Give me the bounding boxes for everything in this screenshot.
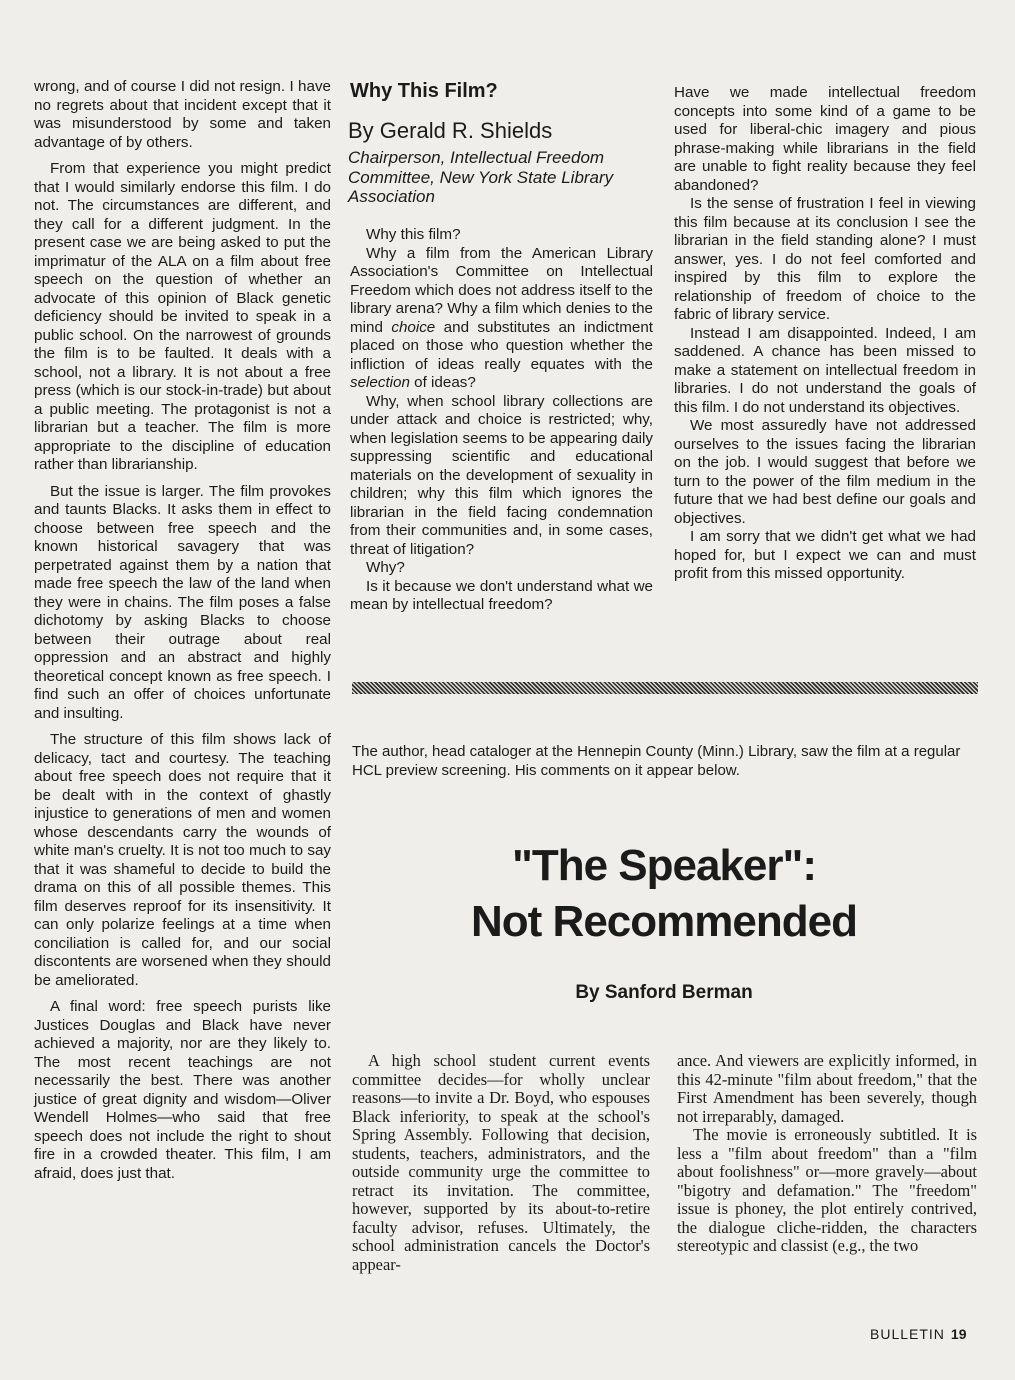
article1-byline: By Gerald R. Shields [348,118,553,143]
section-divider [352,682,978,694]
article1-paragraph: Why? [366,559,405,576]
article1-right-column [674,84,976,584]
left-column [34,78,331,1183]
article1-paragraph: Instead I am disappointed. Indeed, I am saddened. A chance has been missed to make a statement on intellectual freedom in libraries. I do not understand the goals of this film. I do not understand its objectives. [674,324,976,416]
left-paragraph: A final word: free speech purists like Justices Douglas and Black have never achieved a majority, nor are they likely to. The most recent teachings are not necessarily the best. There was another justice of great dignity and wisdom—Oliver Wendell Holmes—who said that free speech does not include the right to shout fire in a crowded theater. This film, I am afraid, does just that. [34,998,331,1182]
article1-paragraph: Why, when school library collections are under attack and choice is restricted; why, when legislation seems to be appearing daily suppressing scientific and educational materials on the development of sexuality in children; why this film which ignores the librarian in the field facing condemnation from their communities and, in some cases, threat of litigation? [350,392,653,558]
left-paragraph: From that experience you might predict that I would similarly endorse this film. I do not. The circumstances are different, and they call for a different judgment. In the present case we are being asked to put the imprimatur of the ALA on a film about free speech on the question of whether an advocate of this opinion of Black genetic deficiency should be invited to speak in a public school. On the narrowest of grounds the film is to be faulted. It deals with a school, not a library. It is not about a free press (which is our stock-in-trade) but about a public meeting. The protagonist is not a librarian but a teacher. The film is more appropriate to the discipline of education rather than librarianship. [34,160,331,473]
page-footer [870,1326,967,1342]
left-paragraph: But the issue is larger. The film provokes and taunts Blacks. It asks them in effect to choose between free speech and the known historical savagery that was perpetrated against them by a nation that made free speech the law of the land when they were in chains. The film poses a false dichotomy by asking Blacks to choose between their outrage about real oppression and an abstract and highly theoretical concept known as free speech. I find such an offer of choices unfortunate and insulting. [34,482,331,722]
article2-paragraph: The movie is erroneously subtitled. It is less a "film about freedom" than a "film about foolishness" or—more gravely—about "bigotry and defamation." The "freedom" issue is phoney, the plot entirely contrived, the dialogue cliche-ridden, the characters stereotypic and classist (e.g., the two [677,1125,977,1255]
emphasis-selection: selection [350,374,410,391]
article1-middle-column [350,226,653,615]
article1-paragraph: Why this film? [366,226,461,243]
page-number: 19 [950,1326,967,1342]
article1-paragraph: Have we made intellectual freedom concepts into some kind of a game to be used for liberal-chic imagery and pious phrase-making while librarians in the field are unable to fight reality because they feel abandoned? [674,84,976,194]
emphasis-choice: choice [391,318,436,336]
article1-affiliation: Chairperson, Intellectual Freedom Committee, New York State Library Association [348,148,614,206]
left-paragraph: wrong, and of course I did not resign. I have no regrets about that incident except that it was misunderstood by some and taken advantage of by others. [34,78,331,151]
publication-name: BULLETIN [870,1326,945,1342]
article2-left-column [352,1052,650,1274]
article2-right-column [677,1052,977,1256]
author-note: The author, head cataloger at the Hennepin County (Minn.) Library, saw the film at a regular HCL preview screening. His comments on it appear below. [352,743,961,779]
article2-paragraph: ance. And viewers are explicitly informed, in this 42-minute "film about freedom," that the First Amendment has been severely, though not irreparably, damaged. [677,1051,977,1126]
article2-title-line1: "The Speaker": [511,841,817,890]
article1-paragraph: Is the sense of frustration I feel in viewing this film because at its conclusion I see the librarian in the field standing alone? I must answer, yes. I do not feel comforted and inspired by this film to explore the relationship of freedom of choice to the fabric of library service. [674,195,976,323]
article2-byline: By Sanford Berman [575,982,753,1003]
left-paragraph: The structure of this film shows lack of delicacy, tact and courtesy. The teaching about free speech does not require that it be dealt with in the context of ghastly injustice to generations of men and women whose descendants carry the wounds of white man's cruelty. It is not too much to say that it was shameful to decide to build the drama on this of all possible themes. This film deserves reproof for its insensitivity. It can only polarize feelings at a time when conciliation is called for, and our social discontents are worsened when they should be ameliorated. [34,731,331,989]
article1-title: Why This Film? [350,80,498,102]
article1-paragraph: Is it because we don't understand what we mean by intellectual freedom? [350,577,653,613]
article1-paragraph: Why a film from the American Library Association's Committee on Intellectual Freedom which does not address itself to the library arena? Why a film which denies to the mind choice and substitutes an indictment placed on those who question whether the infliction of ideas really equates with the selection of ideas? [350,244,653,391]
article2-title-line2: Not Recommended [471,897,857,946]
article2-title [352,838,976,950]
article1-paragraph: I am sorry that we didn't get what we had hoped for, but I expect we can and must profit from this missed opportunity. [674,528,976,582]
article1-paragraph: We most assuredly have not addressed ourselves to the issues facing the librarian on the job. I would suggest that before we turn to the power of the film medium in the future that we had best define our goals and objectives. [674,417,976,527]
article2-paragraph: A high school student current events committee decides—for wholly unclear reasons—to invite a Dr. Boyd, who espouses Black inferiority, to speak at the school's Spring Assembly. Following that decision, students, teachers, administrators, and the outside community urge the committee to retract its invitation. The committee, however, supported by its about-to-retire faculty advisor, refuses. Ultimately, the school administration cancels the Doctor's appear- [352,1051,650,1274]
